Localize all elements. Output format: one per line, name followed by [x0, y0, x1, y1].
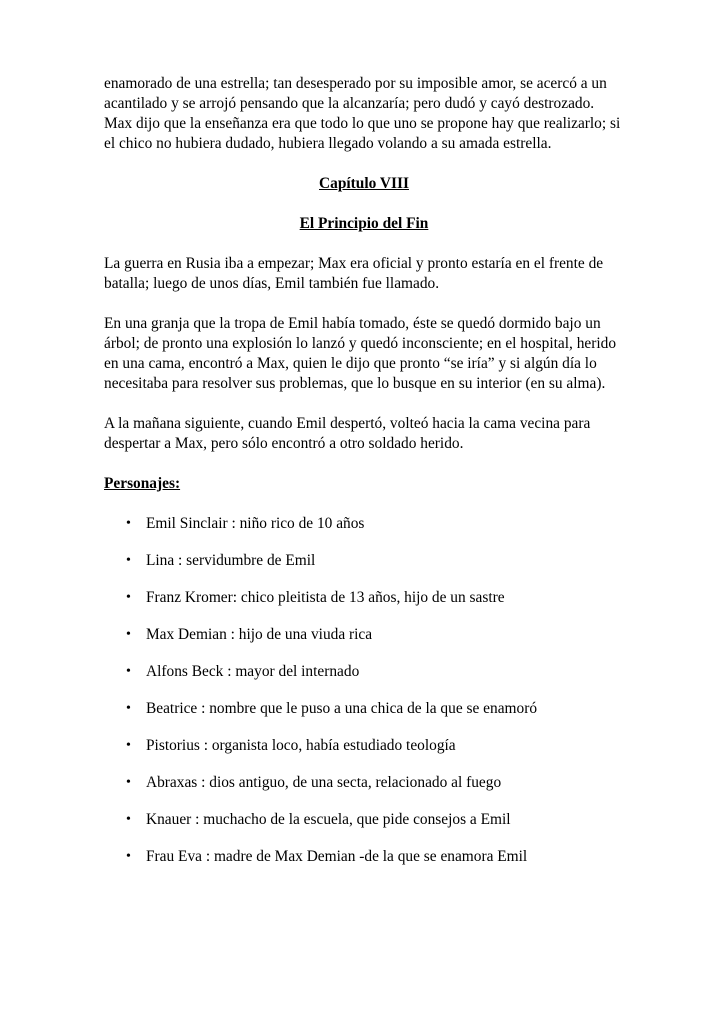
- body-paragraph: A la mañana siguiente, cuando Emil despertó, volteó hacia la cama vecina para despertar a Max, pero sólo encontró a otro soldado herido.: [104, 415, 591, 452]
- list-item: [104, 588, 624, 608]
- body-paragraph: La guerra en Rusia iba a empezar; Max era oficial y pronto estaría en el frente de batalla; luego de unos días, Emil también fue llamado.: [104, 255, 604, 292]
- bullet-icon: •: [126, 738, 131, 753]
- list-item: [104, 847, 624, 867]
- list-item: [104, 736, 624, 756]
- character-text: Beatrice : nombre que le puso a una chica de la que se enamoró: [146, 700, 538, 717]
- bullet-icon: •: [126, 664, 131, 679]
- character-text: Frau Eva : madre de Max Demian -de la que se enamora Emil: [146, 848, 528, 865]
- list-item: [104, 551, 624, 571]
- bullet-icon: •: [126, 812, 131, 827]
- character-text: Lina : servidumbre de Emil: [146, 552, 316, 569]
- chapter-number: Capítulo VIII: [319, 175, 409, 192]
- list-item: [104, 662, 624, 682]
- bullet-icon: •: [126, 516, 131, 531]
- list-item: [104, 699, 624, 719]
- bullet-icon: •: [126, 775, 131, 790]
- bullet-icon: •: [126, 590, 131, 605]
- body-paragraph: En una granja que la tropa de Emil había tomado, éste se quedó dormido bajo un árbol; de pronto una explosión lo lanzó y quedó inconsciente; en el hospital, herido en una cama, encontró a Max, quien le dijo que pronto “se iría” y si algún día lo necesitaba para resolver sus problemas, que lo busque en su interior (en su alma).: [104, 315, 617, 392]
- bullet-icon: •: [126, 701, 131, 716]
- document-page: [104, 74, 624, 884]
- list-item: [104, 514, 624, 534]
- list-item: [104, 773, 624, 793]
- character-text: Emil Sinclair : niño rico de 10 años: [146, 515, 365, 532]
- character-text: Max Demian : hijo de una viuda rica: [146, 626, 373, 643]
- intro-paragraph: enamorado de una estrella; tan desesperado por su imposible amor, se acercó a un acantilado y se arrojó pensando que la alcanzaría; pero dudó y cayó destrozado. Max dijo que la enseñanza era que todo lo que uno se propone hay que realizarlo; si el chico no hubiera dudado, hubiera llegado volando a su amada estrella.: [104, 75, 621, 152]
- list-item: [104, 625, 624, 645]
- character-text: Franz Kromer: chico pleitista de 13 años, hijo de un sastre: [146, 589, 505, 606]
- bullet-icon: •: [126, 849, 131, 864]
- character-text: Pistorius : organista loco, había estudiado teología: [146, 737, 456, 754]
- chapter-title: El Principio del Fin: [299, 215, 429, 232]
- character-text: Knauer : muchacho de la escuela, que pide consejos a Emil: [146, 811, 511, 828]
- character-text: Alfons Beck : mayor del internado: [146, 663, 360, 680]
- character-text: Abraxas : dios antiguo, de una secta, relacionado al fuego: [146, 774, 502, 791]
- bullet-icon: •: [126, 627, 131, 642]
- characters-list: [104, 514, 624, 867]
- list-item: [104, 810, 624, 830]
- characters-heading: Personajes:: [104, 475, 181, 492]
- bullet-icon: •: [126, 553, 131, 568]
